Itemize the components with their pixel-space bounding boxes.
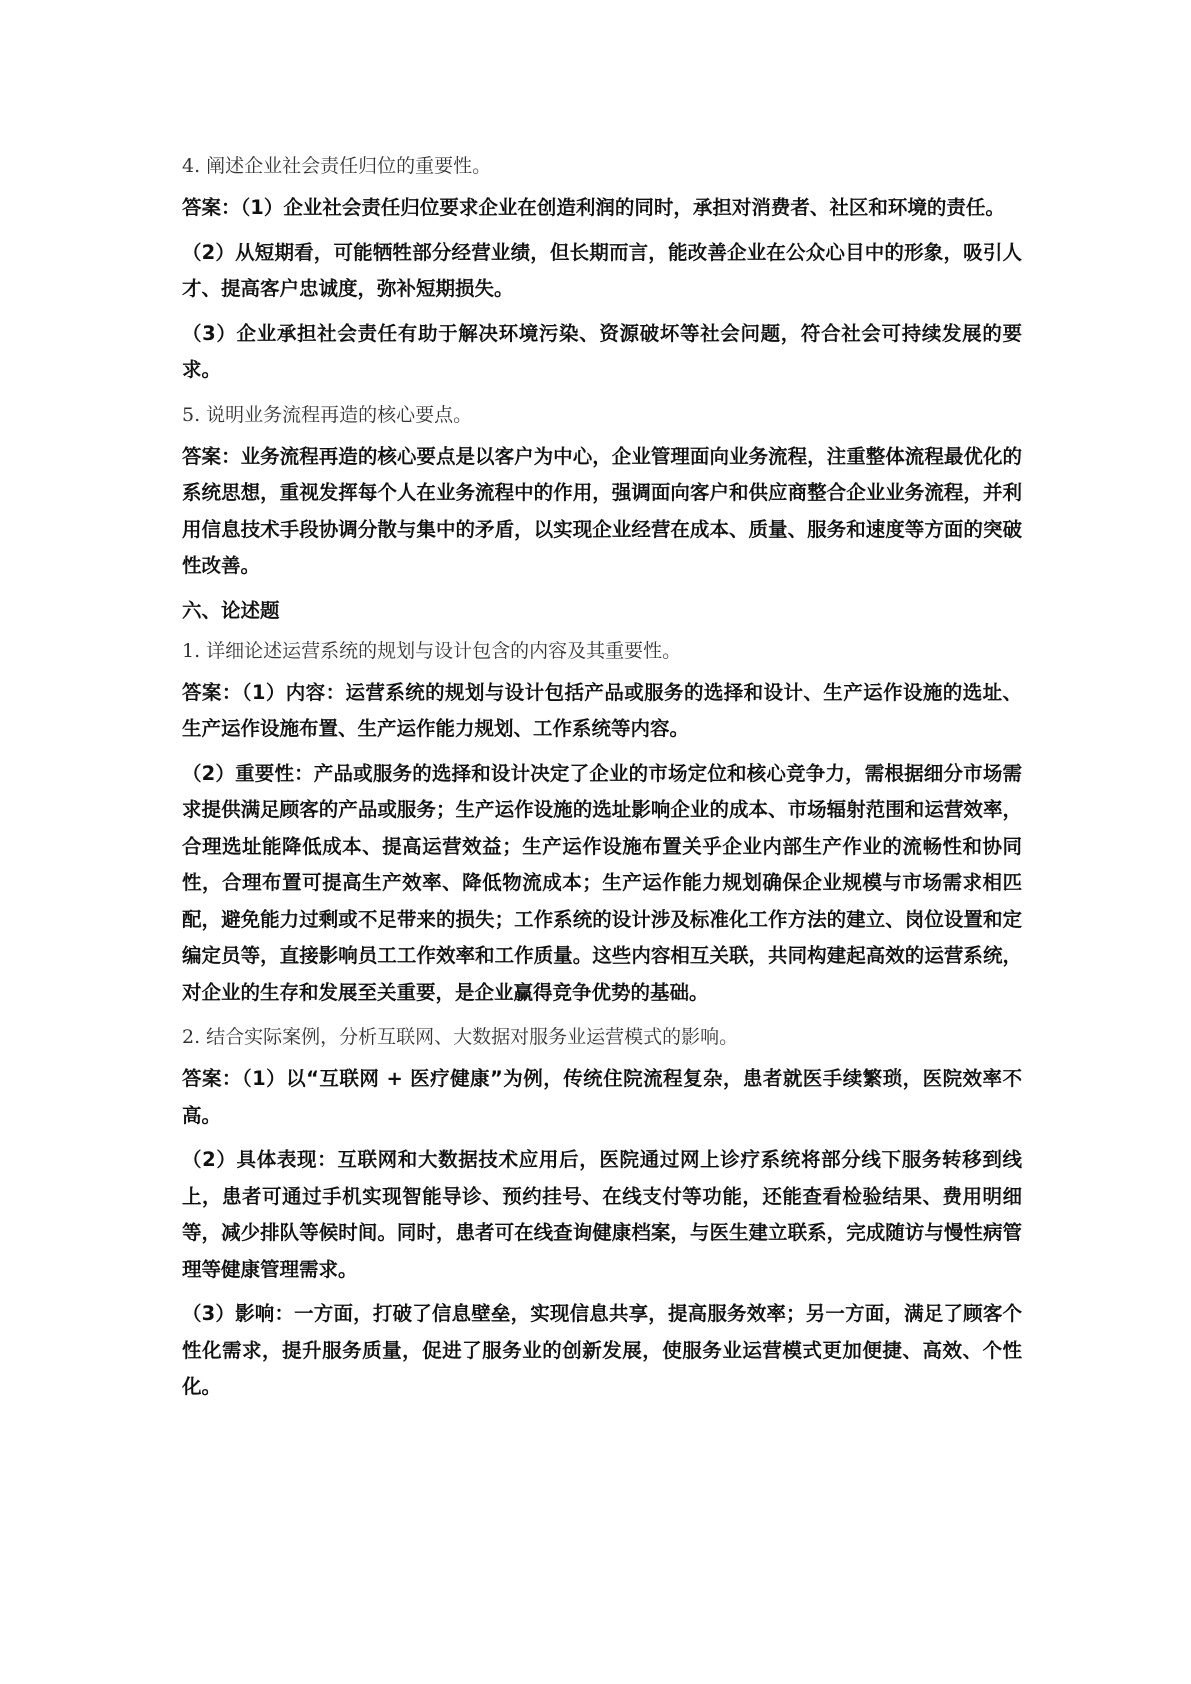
essay-answer-1-part-2: （2）重要性：产品或服务的选择和设计决定了企业的市场定位和核心竞争力，需根据细分市场需求提供满足顾客的产品或服务；生产运作设施的选址影响企业的成本、市场辐射范围和运营效率，合理选址能降低成本、提高运营效益；生产运作设施布置关乎企业内部生产作业的流畅性和协同性，合理布置可提高生产效率、降低物流成本；生产运作能力规划确保企业规模与市场需求相匹配，避免能力过剩或不足带来的损失；工作系统的设计涉及标准化工作方法的建立、岗位设置和定编定员等，直接影响员工工作效率和工作质量。这些内容相互关联，共同构建起高效的运营系统，对企业的生存和发展至关重要，是企业赢得竞争优势的基础。 bbox=[182, 761, 1022, 1004]
essay-question-2: 2. 结合实际案例，分析互联网、大数据对服务业运营模式的影响。 bbox=[182, 1026, 739, 1048]
answer-4-part-3: （3）企业承担社会责任有助于解决环境污染、资源破坏等社会问题，符合社会可持续发展的要求。 bbox=[182, 321, 1022, 381]
document-page bbox=[182, 148, 1022, 1414]
essay-question-1: 1. 详细论述运营系统的规划与设计包含的内容及其重要性。 bbox=[182, 639, 682, 662]
section-heading-essay: 六、论述题 bbox=[182, 598, 280, 622]
answer-4-part-1: 答案：（1）企业社会责任归位要求企业在创造利润的同时，承担对消费者、社区和环境的责任。 bbox=[182, 196, 1005, 219]
answer-5: 答案：业务流程再造的核心要点是以客户为中心，企业管理面向业务流程，注重整体流程最优化的系统思想，重视发挥每个人在业务流程中的作用，强调面向客户和供应商整合企业业务流程，并利用信息技术手段协调分散与集中的矛盾，以实现企业经营在成本、质量、服务和速度等方面的突破性改善。 bbox=[182, 444, 1022, 577]
essay-answer-2-part-2: （2）具体表现：互联网和大数据技术应用后，医院通过网上诊疗系统将部分线下服务转移到线上，患者可通过手机实现智能导诊、预约挂号、在线支付等功能，还能查看检验结果、费用明细等，减少排队等候时间。同时，患者可在线查询健康档案，与医生建立联系，完成随访与慢性病管理等健康管理需求。 bbox=[182, 1148, 1022, 1281]
essay-answer-2-part-1: 答案：（1）以“互联网 + 医疗健康”为例，传统住院流程复杂，患者就医手续繁琐，医院效率不高。 bbox=[182, 1067, 1022, 1127]
question-4: 4. 阐述企业社会责任归位的重要性。 bbox=[182, 155, 492, 177]
essay-answer-1-part-1: 答案：（1）内容：运营系统的规划与设计包括产品或服务的选择和设计、生产运作设施的选址、生产运作设施布置、生产运作能力规划、工作系统等内容。 bbox=[182, 680, 1022, 740]
answer-4-part-2: （2）从短期看，可能牺牲部分经营业绩，但长期而言，能改善企业在公众心目中的形象，吸引人才、提高客户忠诚度，弥补短期损失。 bbox=[182, 240, 1022, 300]
essay-answer-2-part-3: （3）影响：一方面，打破了信息壁垒，实现信息共享，提高服务效率；另一方面，满足了顾客个性化需求，提升服务质量，促进了服务业的创新发展，使服务业运营模式更加便捷、高效、个性化。 bbox=[182, 1302, 1022, 1398]
question-5: 5. 说明业务流程再造的核心要点。 bbox=[182, 403, 473, 426]
